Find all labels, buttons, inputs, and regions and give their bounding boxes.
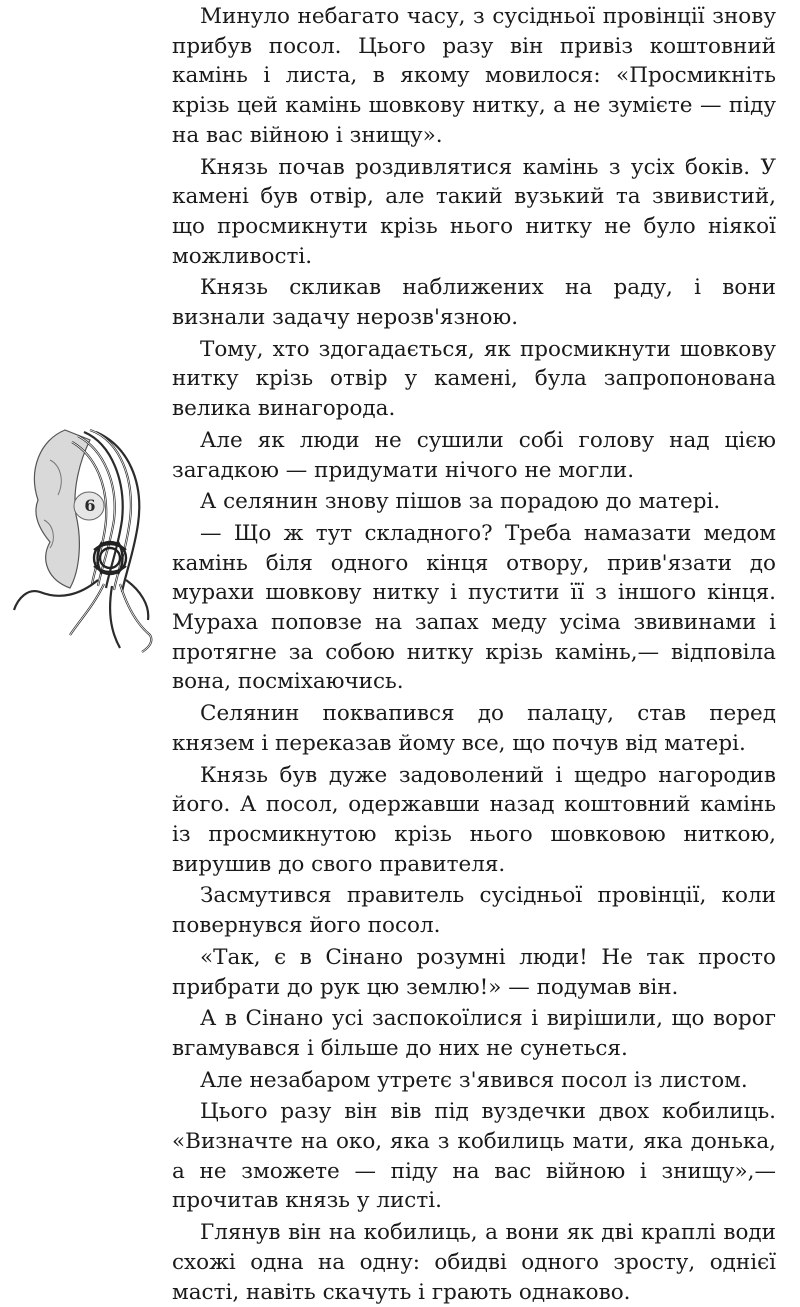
paragraph-text: Князь почав роздивлятися камінь з усіх боків. У камені був отвір, але такий вузький та звивистий, що просмикнути крізь нього нитку не було ніякої можливості. xyxy=(172,154,776,269)
paragraph xyxy=(172,333,776,424)
paragraph-text: А в Сінано усі заспокоїлися і вирішили, що ворог вгамувався і більше до них не сунеться. xyxy=(172,1006,776,1061)
paragraph xyxy=(172,271,776,332)
knot-ornament-illustration xyxy=(10,420,160,670)
page-number: 6 xyxy=(84,496,96,515)
paragraph-text: Але як люди не сушили собі голову над цією загадкою — придумати нічого не могли. xyxy=(172,427,776,483)
paragraph xyxy=(172,517,776,697)
paragraph xyxy=(172,697,776,758)
paragraph xyxy=(172,941,776,1002)
paragraph-text: А селянин знову пішов за порадою до матері. xyxy=(200,489,721,515)
paragraph xyxy=(172,1064,776,1096)
paragraph-text: Але незабаром утретє з'явився посол із листом. xyxy=(200,1067,748,1093)
paragraph-text: Минуло небагато часу, з сусідньої провінції знову прибув посол. Цього разу він привіз коштовний камінь і листа, в якому мовилося: «Просмикніть крізь цей камінь шовкову нитку, а не зумієте — піду на вас війною і знищу». xyxy=(172,4,776,148)
paragraph xyxy=(172,151,776,272)
paragraph-text: Селянин поквапився до палацу, став перед князем і переказав йому все, що почув від матері. xyxy=(172,701,776,756)
paragraph xyxy=(172,1216,776,1307)
paragraph-text: — Що ж тут складного? Треба намазати медом камінь біля одного кінця отвору, прив'язати до мурахи шовкову нитку і пустити її з іншого кінця. Мураха поповзе на запах меду усіма звивинами і протягне за собою нитку крізь камінь,— відповіла вона, посміхаючись. xyxy=(172,520,776,695)
paragraph xyxy=(172,485,776,517)
paragraph xyxy=(172,0,776,151)
story-text xyxy=(172,0,776,1307)
paragraph-text: Цього разу він вів під вуздечки двох кобилиць. «Визначте на око, яка з кобилиць мати, яка донька, а не зможете — піду на вас війною і знищу»,— прочитав князь у листі. xyxy=(172,1099,776,1214)
paragraph-text: Засмутився правитель сусідньої провінції, коли повернувся його посол. xyxy=(172,883,776,939)
paragraph xyxy=(172,424,776,485)
paragraph-text: Глянув він на кобилиць, а вони як дві краплі води схожі одна на одну: обидві одного зросту, однієї масті, навіть скачуть і грають однаково. xyxy=(172,1220,776,1305)
paragraph xyxy=(172,1095,776,1216)
paragraph-text: «Так, є в Сінано розумні люди! Не так просто прибрати до рук цю землю!» — подумав він. xyxy=(172,944,776,1000)
paragraph-text: Князь був дуже задоволений і щедро нагородив його. А посол, одержавши назад коштовний камінь із просмикнутою крізь нього шовковою ниткою, вирушив до свого правителя. xyxy=(172,762,776,877)
paragraph-text: Тому, хто здогадається, як просмикнути шовкову нитку крізь отвір у камені, була запропонована велика винагорода. xyxy=(172,336,776,422)
paragraph xyxy=(172,1002,776,1063)
paragraph-text: Князь скликав наближених на раду, і вони визнали задачу нерозв'язною. xyxy=(172,275,776,331)
paragraph xyxy=(172,879,776,940)
paragraph xyxy=(172,759,776,880)
